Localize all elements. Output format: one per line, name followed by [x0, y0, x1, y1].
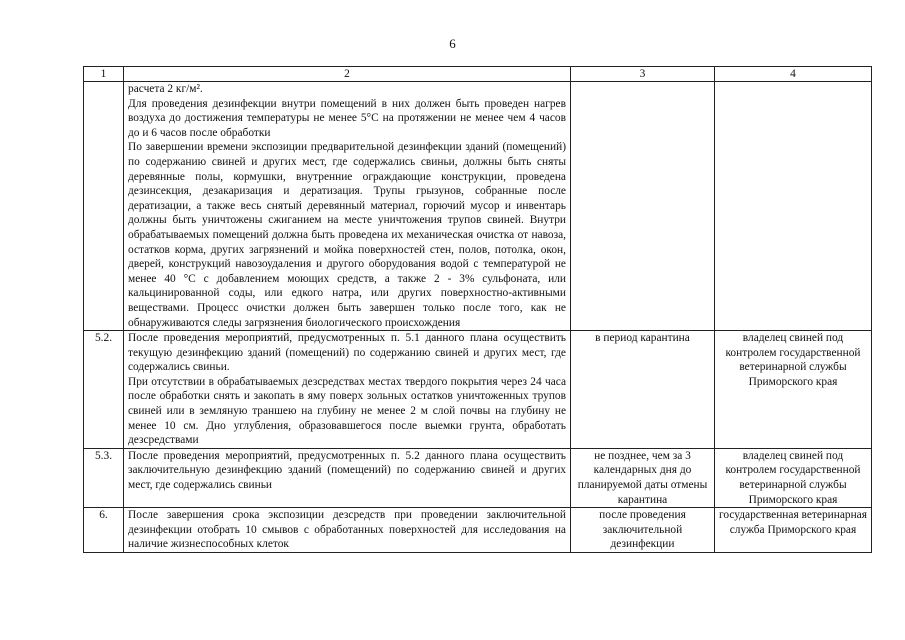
header-cell-1: 1 — [84, 67, 124, 82]
measure-paragraph: расчета 2 кг/м². — [128, 83, 203, 95]
header-cell-3: 3 — [571, 67, 715, 82]
measure-paragraph: После проведения мероприятий, предусмотренных п. 5.2 данного плана осуществить заключительную дезинфекцию зданий (помещений) по содержанию свиней и других мест, где содержались свиньи — [128, 449, 566, 492]
responsible-cell: государственная ветеринарная служба Приморского края — [715, 508, 872, 553]
measure-paragraph: По завершении времени экспозиции предварительной дезинфекции зданий (помещений) по содержанию свиней и других мест, где содержались свиньи, должны быть сняты деревянные полы, кормушки, внутренние ограждающие конструкции, проведена дезинсекция, дезакаризация и дератизация. Трупы грызунов, собранные после дератизации, а также весь снятый деревянный материал, горючий мусор и инвентарь должны быть уничтожены сжиганием на месте уничтожения трупов свиней. Внутри обрабатываемых помещений должна быть проведена их механическая очистка от навоза, остатков корма, других загрязнений и мойка поверхностей стен, полов, потолка, окон, дверей, конструкций навозоудаления и другого оборудования водой с температурой не менее 40 °С с добавлением моющих средств, а также 2 - 3% сульфоната, или кальцинированной соды, или едкого натра, или других поверхностно-активными веществами. Процесс очистки должен быть завершен только после того, как не обнаруживаются следы загрязнения биологического происхождения — [128, 141, 566, 329]
plan-table — [83, 66, 872, 553]
item-number: 6. — [84, 508, 124, 553]
header-row — [84, 67, 872, 82]
item-number: 5.2. — [84, 331, 124, 449]
table-row — [84, 448, 872, 507]
responsible-cell: владелец свиней под контролем государственной ветеринарной службы Приморского края — [715, 448, 872, 507]
item-number: 5.3. — [84, 448, 124, 507]
header-cell-4: 4 — [715, 67, 872, 82]
measure-description — [124, 448, 571, 507]
table-row — [84, 82, 872, 331]
measure-description — [124, 82, 571, 331]
term-cell: не позднее, чем за 3 календарных дня до планируемой даты отмены карантина — [571, 448, 715, 507]
page-number: 6 — [449, 36, 456, 51]
responsible-cell: владелец свиней под контролем государственной ветеринарной службы Приморского края — [715, 331, 872, 449]
measure-paragraph: После завершения срока экспозиции дезсредств при проведении заключительной дезинфекции отобрать 10 смывов с обработанных поверхностей для исследования на наличие жизнеспособных клеток — [128, 509, 566, 551]
measure-paragraph: Для проведения дезинфекции внутри помещений в них должен быть проведен нагрев воздуха до достижения температуры не менее 5°С на протяжении не менее чем 4 часов до и 6 часов после обработки — [128, 97, 566, 139]
responsible-cell — [715, 82, 872, 331]
measure-paragraph: После проведения мероприятий, предусмотренных п. 5.1 данного плана осуществить текущую дезинфекцию зданий (помещений) по содержанию свиней и других мест, где содержались свиньи. — [128, 332, 566, 374]
term-cell — [571, 82, 715, 331]
measure-description — [124, 331, 571, 449]
term-cell: в период карантина — [571, 331, 715, 449]
term-cell: после проведения заключительной дезинфекции — [571, 508, 715, 553]
table-row — [84, 331, 872, 449]
measure-paragraph: При отсутствии в обрабатываемых дезсредствах местах твердого покрытия через 24 часа после обработки снять и закопать в яму поверх зольных остатков уничтоженных трупов свиней или в земляную траншею на глубину не менее 2 м слой почвы на глубину не менее 10 см. Дно углубления, образовавшегося после выемки грунта, обработать дезсредствами — [128, 375, 566, 447]
table-row — [84, 508, 872, 553]
measure-description — [124, 508, 571, 553]
item-number — [84, 82, 124, 331]
header-cell-2: 2 — [124, 67, 571, 82]
